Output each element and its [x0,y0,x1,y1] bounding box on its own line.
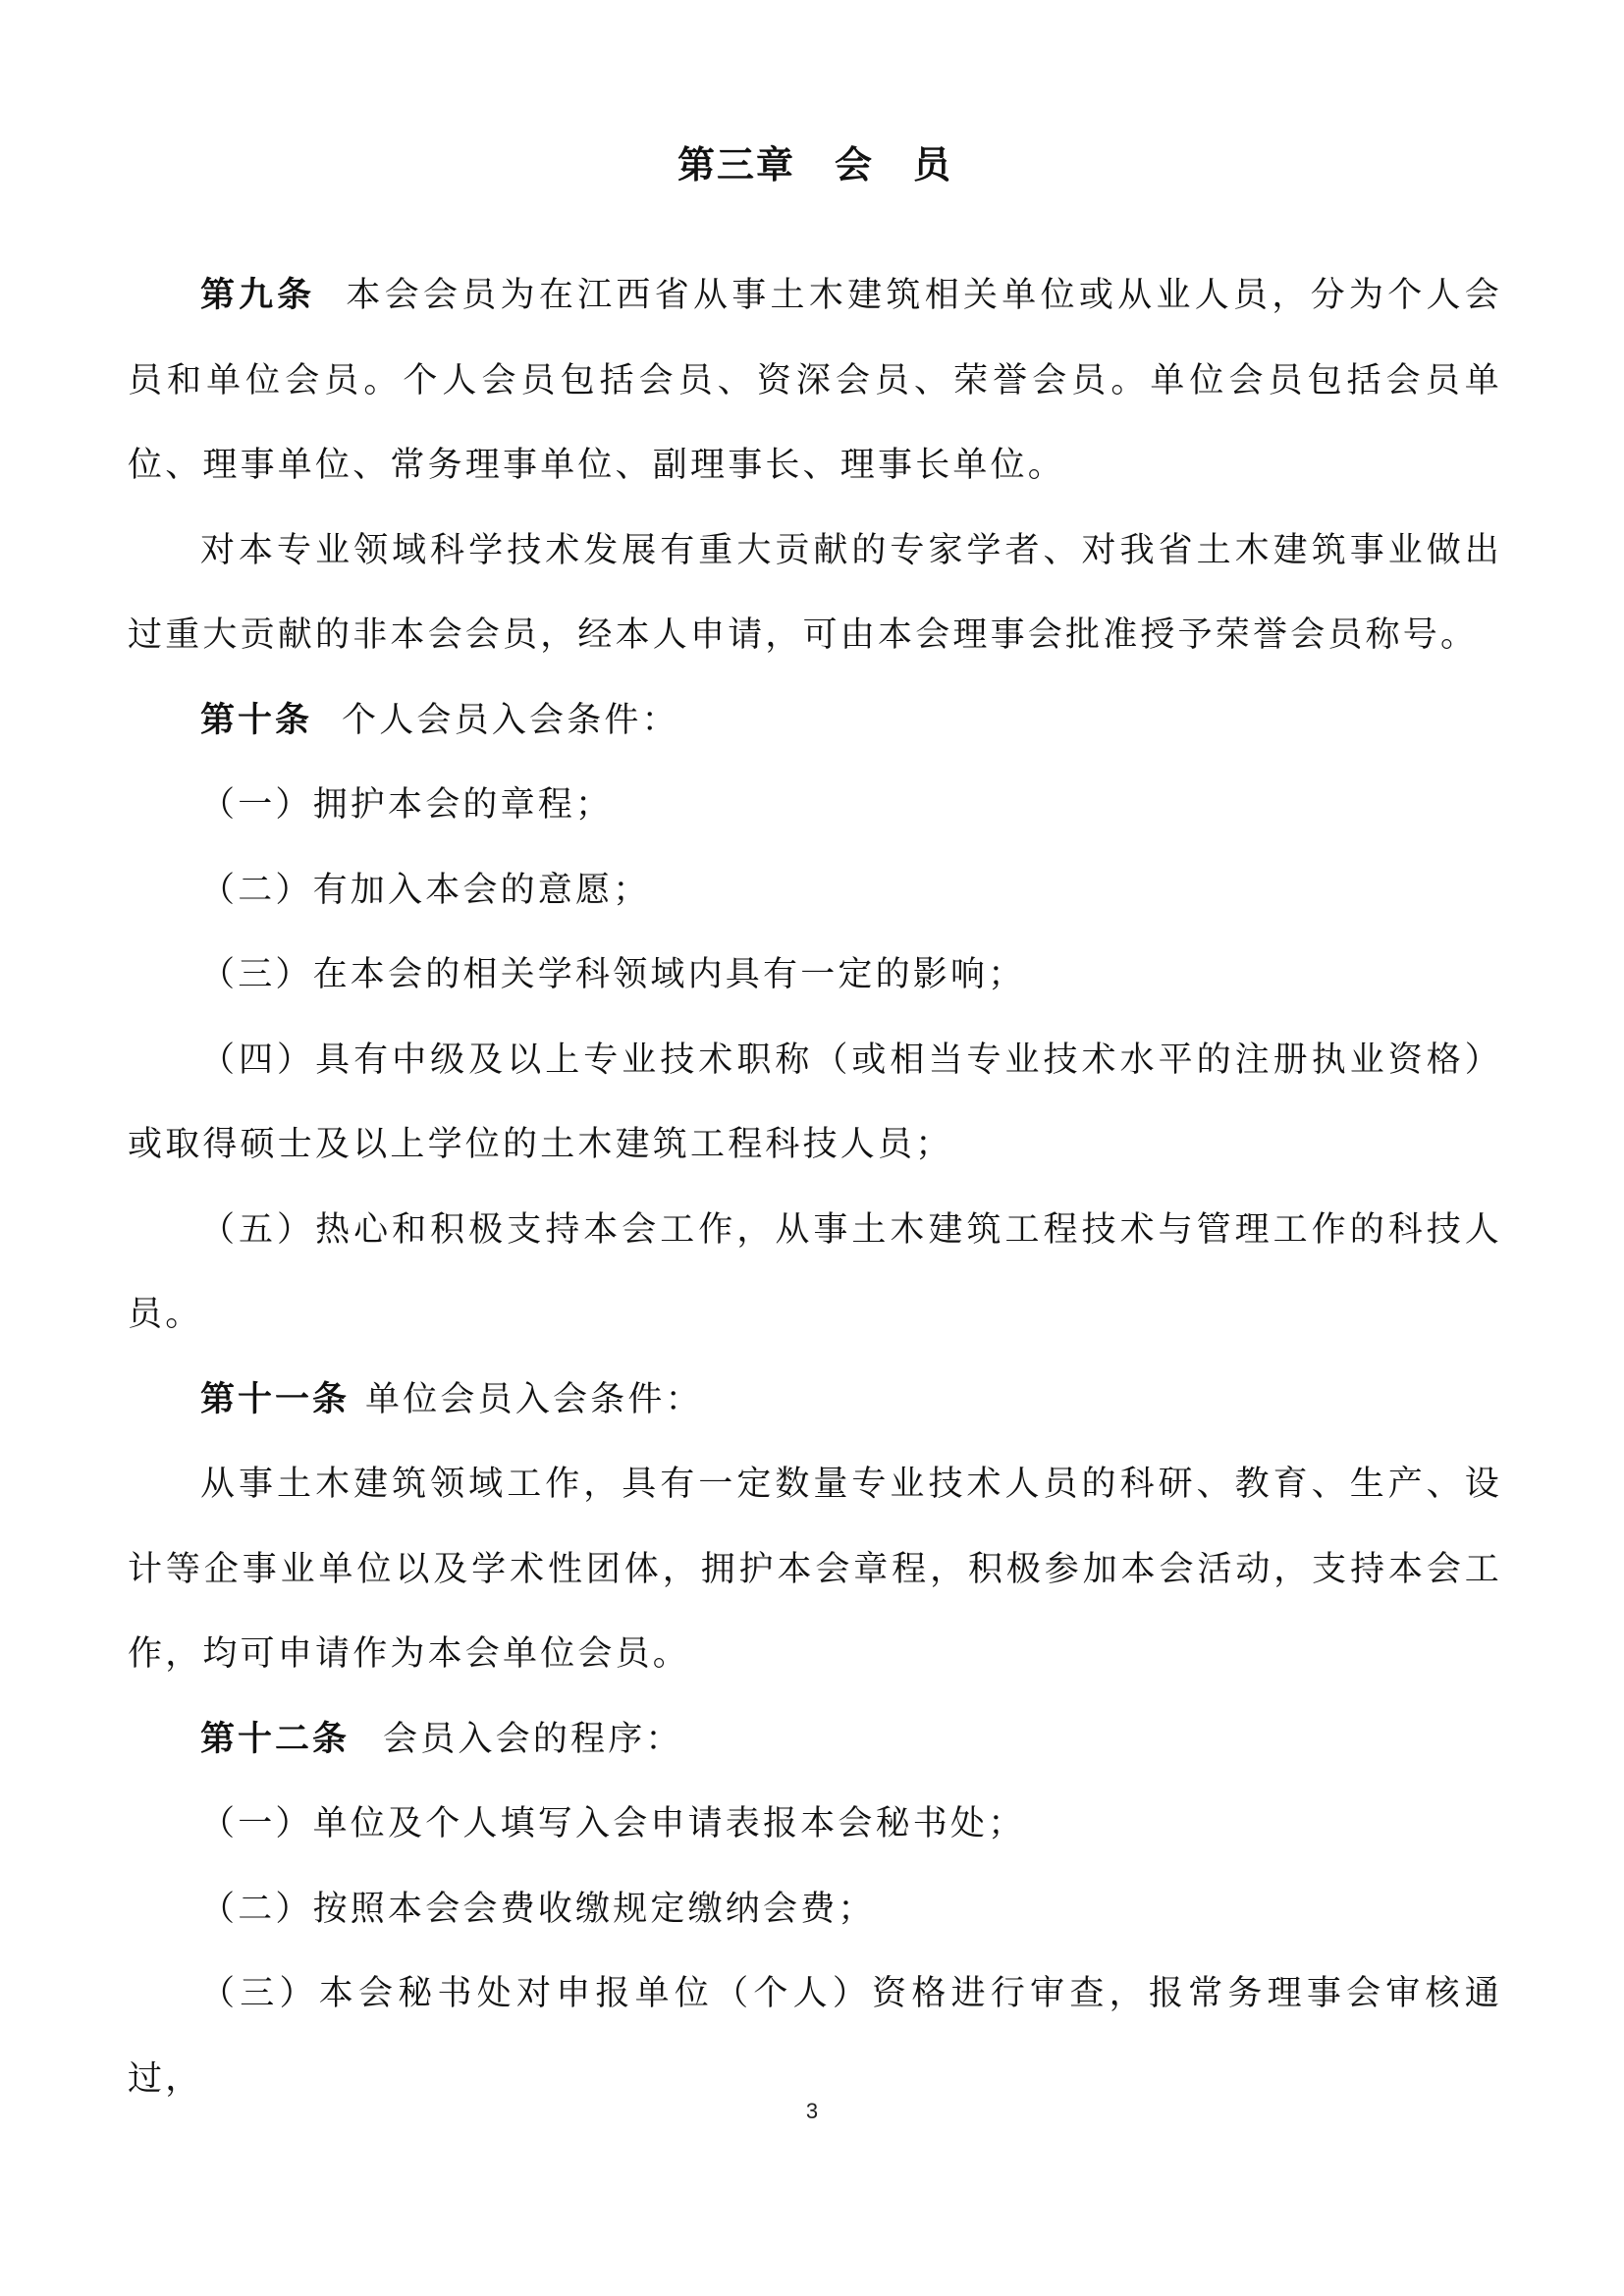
chapter-title [128,126,1502,204]
article-10 [128,678,1502,764]
chapter-title-word-1: 会 [834,143,874,187]
article-11-text: 单位会员入会条件： [365,1379,703,1419]
article-12 [128,1697,1502,1783]
article-10-item-3: （三）在本会的相关学科领域内具有一定的影响； [200,955,1026,994]
article-9 [128,253,1502,508]
article-10-item-5: （五）热心和积极支持本会工作，从事土木建筑工程技术与管理工作的科技人员。 [128,1209,1502,1334]
article-10-text: 个人会员入会条件： [342,700,679,740]
article-10-item-4: （四）具有中级及以上专业技术职称（或相当专业技术水平的注册执业资格）或取得硕士及以上学位的土木建筑工程科技人员； [128,1040,1502,1164]
chapter-title-number: 第三章 [677,143,795,187]
article-12-item-2: （二）按照本会会费收缴规定缴纳会费； [200,1889,876,1929]
document-body [128,126,1502,2121]
article-12-text: 会员入会的程序： [383,1719,683,1759]
article-9-text: 本会会员为在江西省从事土木建筑相关单位或从业人员，分为个人会员和单位会员。个人会员包括会员、资深会员、荣誉会员。单位会员包括会员单位、理事单位、常务理事单位、副理事长、理事长单位。 [128,276,1502,485]
chapter-title-word-2: 员 [913,143,953,187]
article-12-item-3: （三）本会秘书处对申报单位（个人）资格进行审查，报常务理事会审核通过， [128,1974,1502,2099]
article-9-paragraph-2: 对本专业领域科学技术发展有重大贡献的专家学者、对我省土木建筑事业做出过重大贡献的非本会会员，经本人申请，可由本会理事会批准授予荣誉会员称号。 [128,530,1502,655]
article-10-item-2: （二）有加入本会的意愿； [200,870,651,910]
article-11-paragraph-2: 从事土木建筑领域工作，具有一定数量专业技术人员的科研、教育、生产、设计等企事业单位以及学术性团体，拥护本会章程，积极参加本会活动，支持本会工作，均可申请作为本会单位会员。 [128,1465,1502,1674]
article-9-label: 第九条 [200,276,316,315]
article-11 [128,1358,1502,1443]
article-11-label: 第十一条 [200,1379,351,1419]
article-10-label: 第十条 [200,700,313,740]
page-number: 3 [805,2099,819,2123]
article-10-item-1: （一）拥护本会的章程； [200,785,614,825]
article-12-item-1: （一）单位及个人填写入会申请表报本会秘书处； [200,1804,1026,1843]
article-12-label: 第十二条 [200,1719,351,1759]
